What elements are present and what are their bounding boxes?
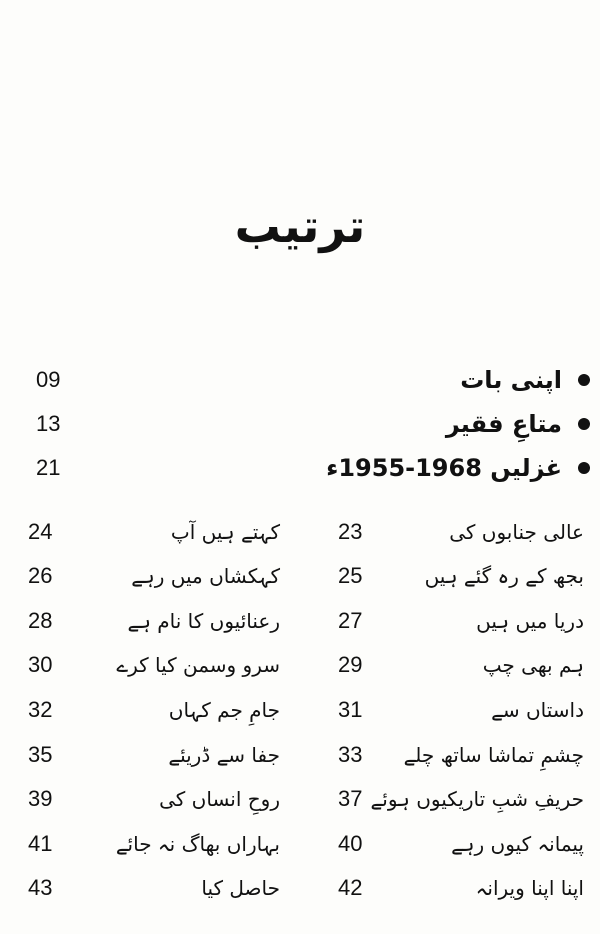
- intro-item-page: 13: [36, 411, 61, 436]
- toc-entry-page: 32: [28, 697, 53, 722]
- intro-item: [0, 404, 600, 444]
- toc-entry-page: 23: [338, 519, 363, 544]
- toc-row: [0, 645, 600, 685]
- toc-entry-page: 30: [28, 652, 53, 677]
- toc-row: [0, 868, 600, 908]
- intro-item-page: 09: [36, 367, 61, 392]
- toc-entry-page: 26: [28, 563, 53, 588]
- intro-item: [0, 360, 600, 400]
- toc-entry-page: 24: [28, 519, 53, 544]
- bullet-icon: [578, 374, 590, 386]
- intro-item-page: 21: [36, 455, 61, 480]
- toc-entry-title: چشمِ تماشا ساتھ چلے: [403, 743, 584, 767]
- toc-entry-page: 42: [338, 875, 363, 900]
- toc-entry-page: 41: [28, 831, 53, 856]
- toc-entry-page: 40: [338, 831, 363, 856]
- toc-entry-page: 33: [338, 742, 363, 767]
- toc-entry-title: کہکشاں میں رہے: [131, 564, 280, 588]
- toc-entry-page: 35: [28, 742, 53, 767]
- toc-entry-page: 29: [338, 652, 363, 677]
- toc-entry-page: 27: [338, 608, 363, 633]
- toc-row: [0, 735, 600, 775]
- toc-entry-page: 25: [338, 563, 363, 588]
- toc-entry-title: پیمانہ کیوں رہے: [451, 832, 584, 856]
- toc-entry-title: اپنا اپنا ویرانہ: [475, 876, 584, 900]
- bullet-icon: [578, 418, 590, 430]
- toc-row: [0, 779, 600, 819]
- intro-item-label: غزلیں 1968-1955ء: [326, 454, 562, 482]
- toc-entry-page: 37: [338, 786, 363, 811]
- toc-entry-page: 28: [28, 608, 53, 633]
- toc-row: [0, 824, 600, 864]
- intro-item-label: اپنی بات: [460, 366, 562, 394]
- toc-entry-title: حریفِ شبِ تاریکیوں ہوئے: [370, 787, 584, 811]
- toc-entry-title: بجھ کے رہ گئے ہیں: [424, 564, 584, 588]
- toc-entry-page: 31: [338, 697, 363, 722]
- toc-entry-title: کہتے ہیں آپ: [170, 520, 280, 544]
- toc-entry-title: روحِ انساں کی: [159, 787, 280, 811]
- bullet-icon: [578, 462, 590, 474]
- page-title: ترتیب: [234, 199, 366, 253]
- toc-entry-title: دریا میں ہیں: [476, 609, 584, 633]
- toc-entry-title: داستاں سے: [491, 698, 584, 722]
- toc-entry-title: جامِ جم کہاں: [168, 698, 280, 722]
- toc-row: [0, 556, 600, 596]
- toc-entry-title: جفا سے ڈریئے: [168, 743, 280, 767]
- intro-item-label: متاعِ فقیر: [445, 410, 562, 438]
- toc-entry-title: بہاراں بھاگ نہ جائے: [115, 832, 280, 856]
- toc-entry-title: عالی جنابوں کی: [449, 520, 584, 544]
- toc-entry-title: حاصل کیا: [201, 876, 280, 900]
- intro-item: [0, 448, 600, 488]
- toc-row: [0, 690, 600, 730]
- toc-entry-title: ہم بھی چپ: [482, 653, 584, 677]
- toc-row: [0, 512, 600, 552]
- toc-row: [0, 601, 600, 641]
- toc-entry-title: رعنائیوں کا نام ہے: [127, 609, 280, 633]
- toc-entry-page: 43: [28, 875, 53, 900]
- toc-entry-page: 39: [28, 786, 53, 811]
- toc-entry-title: سرو وسمن کیا کرے: [116, 653, 280, 677]
